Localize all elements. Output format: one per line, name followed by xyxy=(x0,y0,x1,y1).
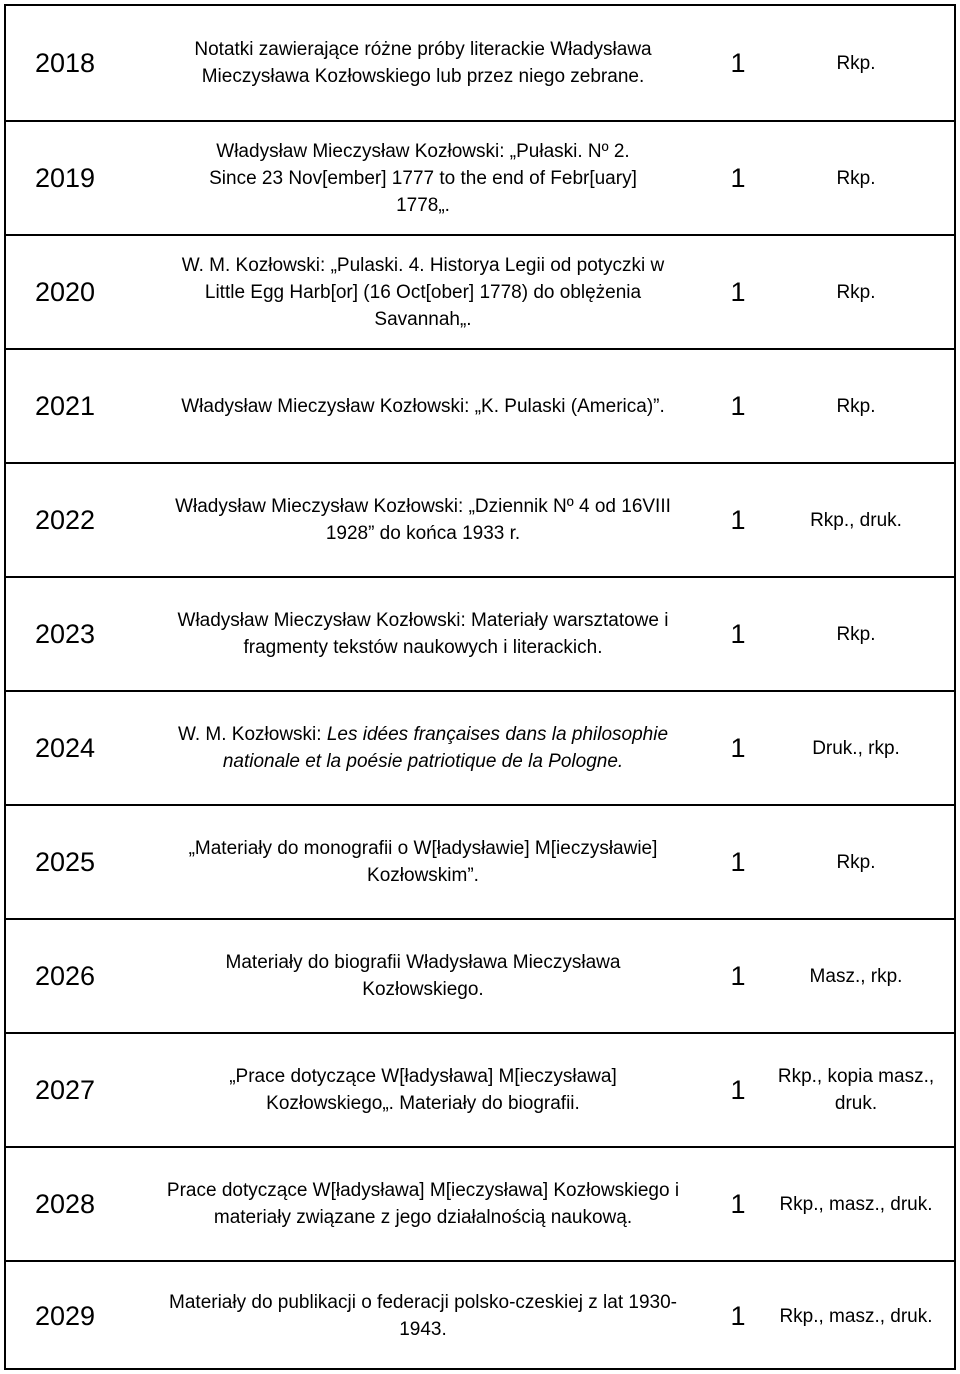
record-number: 2029 xyxy=(34,1300,96,1331)
table-row xyxy=(6,918,954,1032)
record-quantity: 1 xyxy=(730,162,746,193)
record-number: 2021 xyxy=(34,390,96,421)
record-description-prefix: W. M. Kozłowski: xyxy=(177,724,327,745)
record-type: Rkp. xyxy=(836,395,876,417)
record-number: 2025 xyxy=(34,846,96,877)
record-type: Rkp. xyxy=(836,623,876,645)
record-type: Druk., rkp. xyxy=(812,737,900,759)
record-quantity: 1 xyxy=(730,618,746,649)
record-description xyxy=(130,692,716,804)
record-quantity: 1 xyxy=(730,390,746,421)
record-number: 2022 xyxy=(34,504,96,535)
record-number: 2028 xyxy=(34,1188,96,1219)
record-description: W. M. Kozłowski: „Pulaski. 4. Historya Legii od potyczki w Little Egg Harb[or] (16 Oct[ober] 1778) do oblężenia Savannah„. xyxy=(181,254,665,330)
record-number: 2019 xyxy=(34,162,96,193)
record-description: Prace dotyczące W[ładysława] M[ieczysława] Kozłowskiego i materiały związane z jego działalnością naukową. xyxy=(166,1180,680,1228)
record-description-title: Les idées françaises dans la philosophie nationale et la poésie patriotique de la Pologne. xyxy=(222,724,669,772)
record-number: 2027 xyxy=(34,1074,96,1105)
table-row xyxy=(6,1260,954,1370)
record-description: Materiały do publikacji o federacji polsko-czeskiej z lat 1930-1943. xyxy=(169,1292,677,1340)
record-description: Materiały do biografii Władysława Mieczysława Kozłowskiego. xyxy=(225,952,621,1000)
record-quantity: 1 xyxy=(730,504,746,535)
record-type: Rkp. xyxy=(836,167,876,189)
record-number: 2020 xyxy=(34,276,96,307)
record-quantity: 1 xyxy=(730,846,746,877)
record-quantity: 1 xyxy=(730,276,746,307)
record-type: Rkp. xyxy=(836,52,876,74)
record-type: Rkp. xyxy=(836,281,876,303)
record-type: Rkp., masz., druk. xyxy=(779,1193,933,1215)
record-type: Rkp., kopia masz., druk. xyxy=(777,1066,935,1114)
record-number: 2018 xyxy=(34,47,96,78)
record-type: Rkp., druk. xyxy=(810,509,902,531)
record-quantity: 1 xyxy=(730,47,746,78)
table-row xyxy=(6,462,954,576)
table-row xyxy=(6,6,954,120)
record-description: Władysław Mieczysław Kozłowski: „K. Pulaski (America)”. xyxy=(181,395,665,417)
table-row xyxy=(6,690,954,804)
record-description: „Prace dotyczące W[ładysława] M[ieczysława] Kozłowskiego„. Materiały do biografii. xyxy=(229,1066,617,1114)
inventory-table xyxy=(4,4,956,1370)
table-row xyxy=(6,234,954,348)
record-quantity: 1 xyxy=(730,1300,746,1331)
table-row xyxy=(6,1032,954,1146)
record-quantity: 1 xyxy=(730,1074,746,1105)
record-type: Rkp., masz., druk. xyxy=(779,1305,933,1327)
record-description: Władysław Mieczysław Kozłowski: Materiały warsztatowe i fragmenty tekstów naukowych i literackich. xyxy=(177,610,669,658)
record-description: „Materiały do monografii o W[ładysławie] M[ieczysławie] Kozłowskim”. xyxy=(188,838,658,886)
record-type: Rkp. xyxy=(836,851,876,873)
table-row xyxy=(6,120,954,234)
table-row xyxy=(6,804,954,918)
record-description: Notatki zawierające różne próby literackie Władysława Mieczysława Kozłowskiego lub przez niego zebrane. xyxy=(194,39,652,87)
table-row xyxy=(6,1146,954,1260)
record-type: Masz., rkp. xyxy=(809,965,903,987)
record-description: Władysław Mieczysław Kozłowski: „Dziennik Nº 4 od 16VIII 1928” do końca 1933 r. xyxy=(175,496,671,544)
table-row xyxy=(6,576,954,690)
record-number: 2026 xyxy=(34,960,96,991)
record-quantity: 1 xyxy=(730,960,746,991)
record-number: 2024 xyxy=(34,732,96,763)
record-description: Władysław Mieczysław Kozłowski: „Pułaski. Nº 2. Since 23 Nov[ember] 1777 to the end of Febr[uary] 1778„. xyxy=(209,140,637,216)
record-quantity: 1 xyxy=(730,732,746,763)
record-number: 2023 xyxy=(34,618,96,649)
table-row xyxy=(6,348,954,462)
record-quantity: 1 xyxy=(730,1188,746,1219)
